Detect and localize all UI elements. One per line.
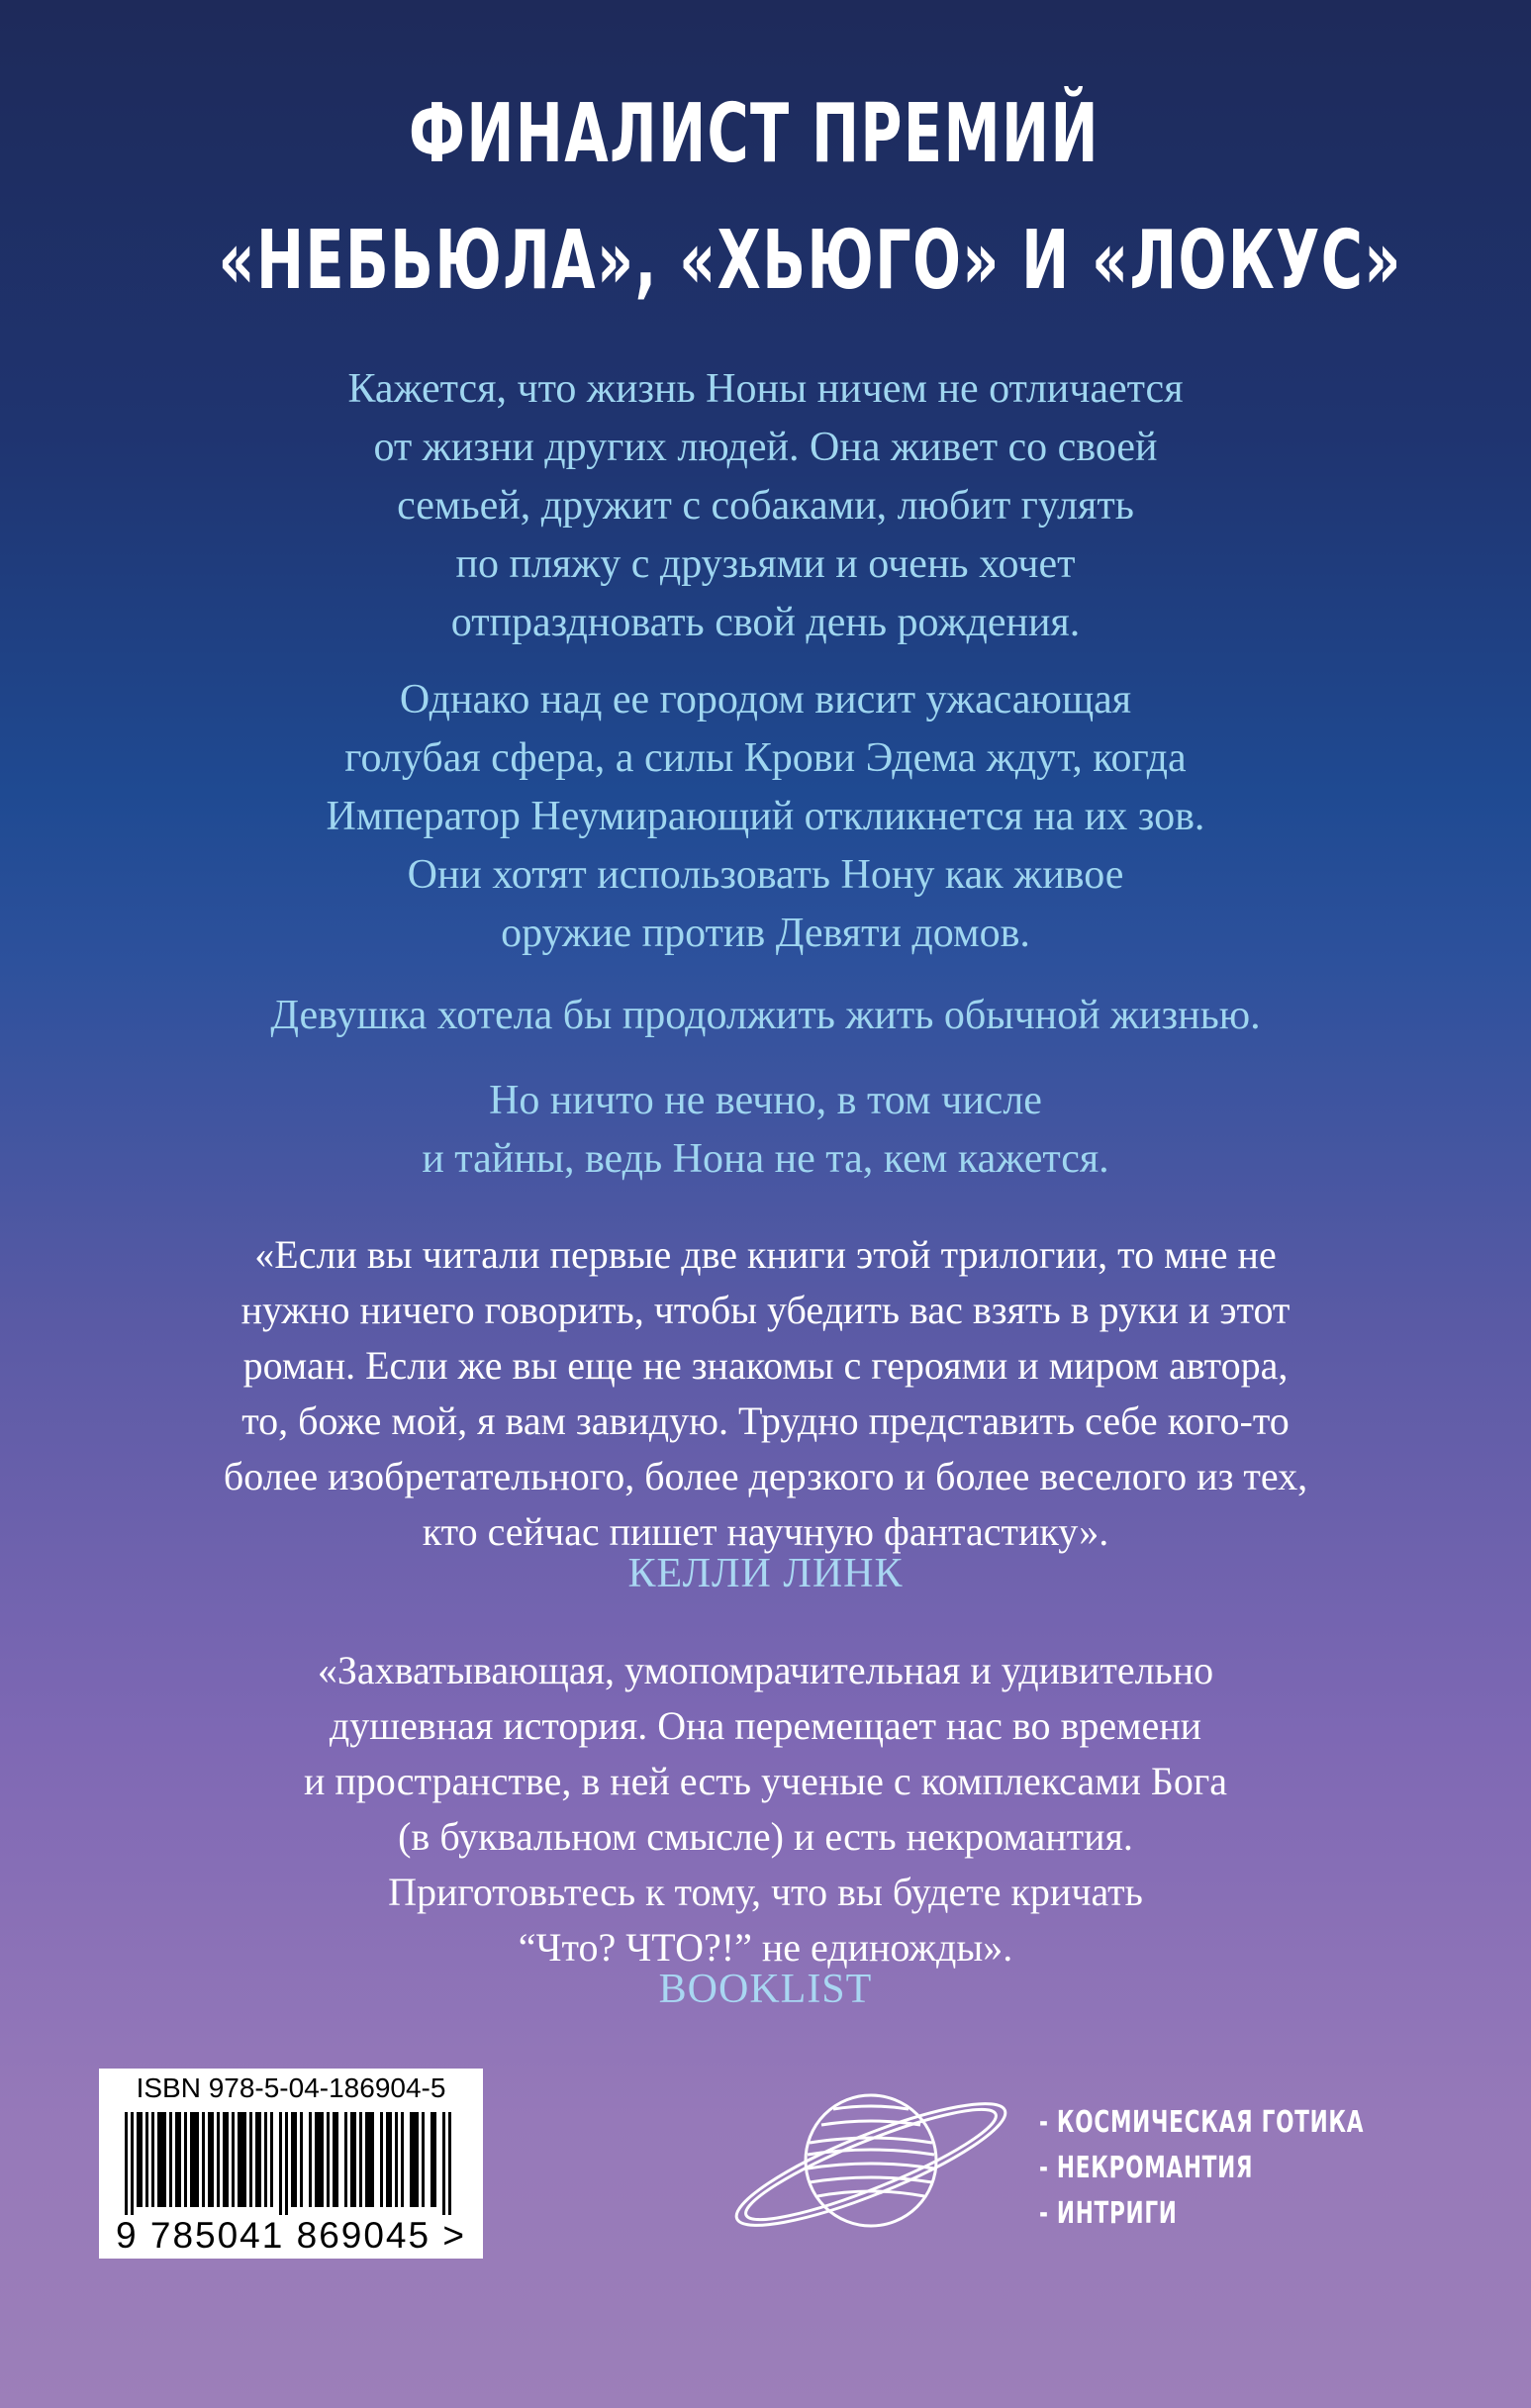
quote-line: Приготовьтесь к тому, что вы будете кричать (388, 1870, 1143, 1914)
genre-tag: - ИНТРИГИ (1039, 2196, 1178, 2231)
genre-tags (1039, 2100, 1364, 2237)
blurb-line: отпраздновать свой день рождения. (450, 600, 1081, 645)
quote-line: (в буквальном смысле) и есть некромантия. (398, 1814, 1133, 1859)
review-quote-1 (0, 1227, 1531, 1560)
quote-line: более изобретательного, более дерзкого и более веселого из тех, (223, 1454, 1308, 1498)
heading-line-2: «НЕБЬЮЛА», «ХЬЮГО» И «ЛОКУС» (218, 214, 1402, 308)
quote-1-author: КЕЛЛИ ЛИНК (627, 1551, 904, 1596)
isbn-barcode (99, 2069, 483, 2259)
isbn-number: ISBN 978-5-04-186904-5 (136, 2072, 446, 2103)
blurb-line: и тайны, ведь Нона не та, кем кажется. (422, 1136, 1109, 1182)
blurb-line: по пляжу с друзьями и очень хочет (455, 541, 1076, 587)
genre-tag: - КОСМИЧЕСКАЯ ГОТИКА (1039, 2105, 1365, 2140)
barcode-bars (125, 2112, 457, 2215)
quote-line: нужно ничего говорить, чтобы убедить вас взять в руки и этот (240, 1288, 1291, 1332)
blurb-line: Они хотят использовать Нону как живое (407, 852, 1124, 898)
blurb-paragraph-4 (0, 1072, 1531, 1189)
quote-line: «Если вы читали первые две книги этой трилогии, то мне не (254, 1232, 1277, 1277)
quote-line: то, боже мой, я вам завидую. Трудно представить себе кого-то (241, 1398, 1290, 1443)
blurb-line: от жизни других людей. Она живет со своей (373, 425, 1158, 470)
ringed-planet-icon (722, 2073, 1019, 2247)
blurb-line: семьей, дружит с собаками, любит гулять (397, 483, 1134, 529)
quote-line: и пространстве, в ней есть ученые с комплексами Бога (303, 1759, 1228, 1803)
blurb-line: Девушка хотела бы продолжить жить обычной жизнью. (270, 993, 1261, 1038)
heading-line-1: ФИНАЛИСТ ПРЕМИЙ (408, 87, 1100, 181)
quote-line: «Захватывающая, умопомрачительная и удивительно (317, 1648, 1214, 1692)
quote-line: роман. Если же вы еще не знакомы с героями и миром автора, (242, 1343, 1289, 1388)
review-quote-2 (0, 1643, 1531, 1975)
blurb-line: голубая сфера, а силы Крови Эдема ждут, когда (344, 735, 1187, 781)
genre-tag: - НЕКРОМАНТИЯ (1039, 2151, 1254, 2185)
blurb-line: Император Неумирающий откликнется на их зов. (326, 794, 1205, 839)
quote-line: “Что? ЧТО?!” не единожды». (518, 1925, 1013, 1970)
blurb-line: Но ничто не вечно, в том числе (489, 1078, 1042, 1123)
blurb-line: оружие против Девяти домов. (501, 911, 1030, 956)
blurb-line: Кажется, что жизнь Ноны ничем не отличается (347, 366, 1184, 412)
blurb-line: Однако над ее городом висит ужасающая (399, 677, 1132, 722)
quote-line: кто сейчас пишет научную фантастику». (422, 1509, 1109, 1554)
quote-line: душевная история. Она перемещает нас во времени (329, 1703, 1202, 1748)
blurb-paragraph-1 (0, 360, 1531, 652)
quote-2-author: BOOKLIST (658, 1967, 873, 2012)
blurb-paragraph-2 (0, 671, 1531, 963)
award-heading (218, 71, 1402, 325)
blurb-paragraph-3 (0, 987, 1531, 1045)
ean-digits: 9 785041 869045 > (116, 2215, 466, 2256)
